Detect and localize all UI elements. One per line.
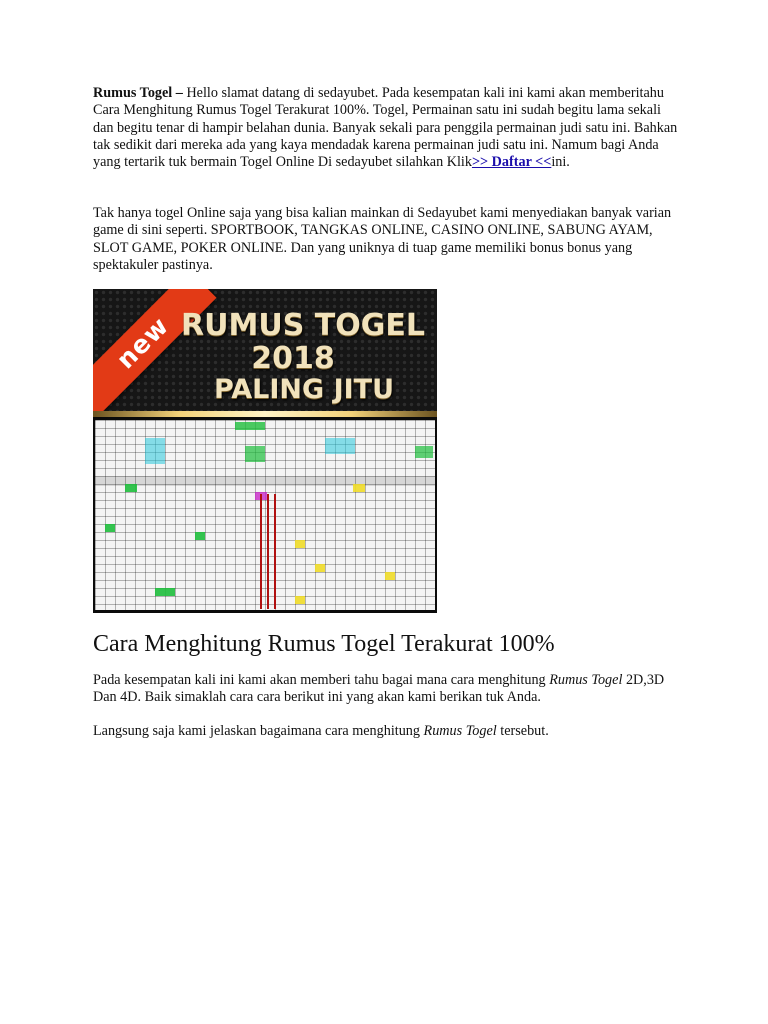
grid-highlight [315, 564, 325, 572]
grid-highlight [295, 540, 305, 548]
explain-paragraph [93, 672, 683, 707]
grid-highlight [195, 532, 205, 540]
banner-title-line2: 2018 [251, 341, 335, 376]
grid-highlight [125, 484, 137, 492]
rumus-togel-banner-image [93, 289, 437, 613]
intro-paragraph [93, 85, 683, 171]
grid-highlight [245, 446, 265, 462]
intro-text: Hello slamat datang di sedayubet. Pada kesempatan kali ini kami akan memberitahu Cara Menghitung Rumus Togel Terakurat 100%. Togel, Permainan satu ini sudah begitu lama sekali dan begitu tenar di hampir belahan dunia. Banyak sekali para penggila permainan judi satu ini. Bahkan tak sedikit dari mereka ada yang kaya mendadak karena permainan judi satu ini. Namum bagi Anda yang tertarik tuk bermain Togel Online Di sedayubet silahkan Klik [93, 85, 678, 171]
grid-highlight [155, 588, 175, 596]
games-paragraph: Tak hanya togel Online saja yang bisa kalian mainkan di Sedayubet kami menyediakan banyak varian game di sini seperti. SPORTBOOK, TANGKAS ONLINE, CASINO ONLINE, SABUNG AYAM, SLOT GAME, POKER ONLINE. Dan yang uniknya di tuap game memiliki bonus bonus yang spektakuler pastinya. [93, 205, 672, 273]
grid-highlight [353, 484, 365, 492]
new-badge-label: new [110, 310, 175, 375]
banner-title-line1: RUMUS TOGEL [181, 308, 425, 343]
method-text-1: Langsung saja kami jelaskan bagaimana cara menghitung [93, 723, 424, 739]
method-italic-term: Rumus Togel [423, 723, 497, 739]
grid-highlight [235, 422, 265, 430]
grid-highlight [415, 446, 433, 458]
banner-gold-divider [93, 411, 437, 417]
grid-highlight [325, 438, 355, 454]
intro-bold-lead: Rumus Togel – [93, 85, 183, 101]
banner-number-grid [95, 420, 435, 610]
explain-text-1: Pada kesempatan kali ini kami akan memberi tahu bagai mana cara menghitung [93, 672, 550, 688]
explain-italic-term: Rumus Togel [549, 672, 623, 688]
grid-highlight [295, 596, 305, 604]
grid-highlight [145, 438, 165, 464]
method-paragraph [93, 723, 683, 740]
grid-red-line [274, 494, 276, 609]
grid-highlight [95, 476, 435, 486]
grid-highlight [105, 524, 115, 532]
intro-tail: ini. [551, 154, 570, 171]
banner-title-line3: PALING JITU [213, 374, 395, 405]
grid-red-line [260, 494, 262, 609]
section-heading: Cara Menghitung Rumus Togel Terakurat 100% [93, 631, 555, 657]
grid-red-line [267, 494, 269, 609]
daftar-link[interactable]: >> Daftar << [471, 154, 552, 171]
method-text-2: tersebut. [496, 723, 549, 739]
grid-highlight [385, 572, 395, 580]
explain-text-2: 2D,3D Dan 4D. Baik simaklah cara cara berikut ini yang akan kami berikan tuk Anda. [93, 672, 665, 706]
